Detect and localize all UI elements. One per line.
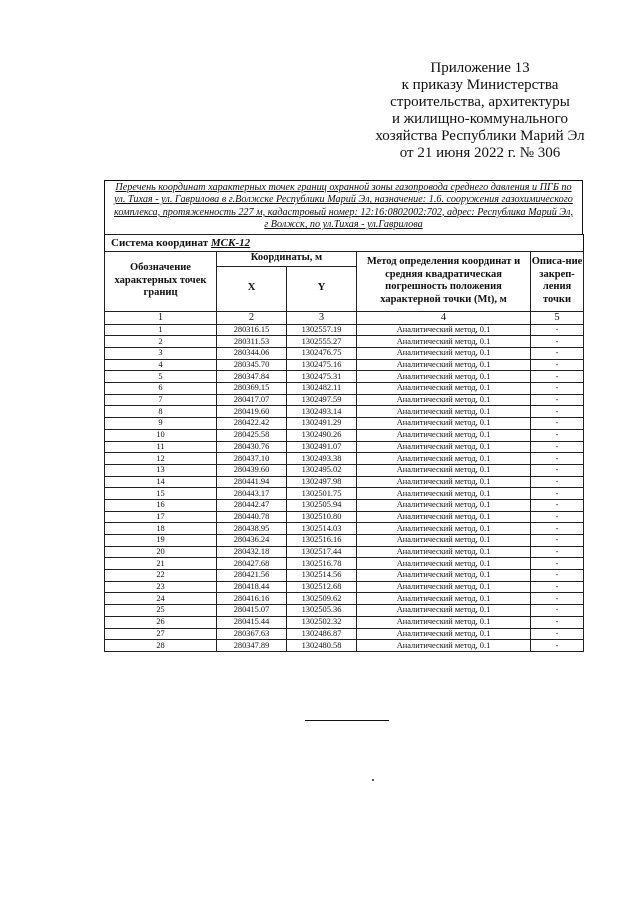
description-cell: - — [531, 476, 584, 488]
y-coordinate: 1302491.29 — [287, 418, 357, 430]
x-coordinate: 280436.24 — [217, 535, 287, 547]
y-coordinate: 1302505.36 — [287, 605, 357, 617]
description-cell: - — [531, 570, 584, 582]
method-cell: Аналитический метод, 0.1 — [357, 640, 531, 652]
x-coordinate: 280442.47 — [217, 499, 287, 511]
y-coordinate: 1302514.56 — [287, 570, 357, 582]
method-cell: Аналитический метод, 0.1 — [357, 453, 531, 465]
y-coordinate: 1302510.80 — [287, 511, 357, 523]
point-number: 17 — [105, 511, 217, 523]
closing-rule — [305, 720, 389, 721]
header-description: Описа-ние закреп-ления точки — [531, 251, 584, 311]
x-coordinate: 280417.07 — [217, 394, 287, 406]
description-cell: - — [531, 359, 584, 371]
table-row — [105, 394, 584, 406]
point-number: 21 — [105, 558, 217, 570]
x-coordinate: 280440.78 — [217, 511, 287, 523]
y-coordinate: 1302497.59 — [287, 394, 357, 406]
description-cell: - — [531, 535, 584, 547]
appendix-line: хозяйства Республики Марий Эл — [375, 128, 585, 144]
method-cell: Аналитический метод, 0.1 — [357, 570, 531, 582]
column-number: 4 — [357, 311, 531, 324]
table-row — [105, 418, 584, 430]
y-coordinate: 1302501.75 — [287, 488, 357, 500]
header-x: X — [217, 266, 287, 311]
table-row — [105, 640, 584, 652]
method-cell: Аналитический метод, 0.1 — [357, 383, 531, 395]
y-coordinate: 1302495.02 — [287, 464, 357, 476]
x-coordinate: 280437.10 — [217, 453, 287, 465]
method-cell: Аналитический метод, 0.1 — [357, 523, 531, 535]
description-cell: - — [531, 441, 584, 453]
method-cell: Аналитический метод, 0.1 — [357, 593, 531, 605]
table-row — [105, 406, 584, 418]
method-cell: Аналитический метод, 0.1 — [357, 616, 531, 628]
y-coordinate: 1302512.68 — [287, 581, 357, 593]
point-number: 10 — [105, 429, 217, 441]
x-coordinate: 280311.53 — [217, 336, 287, 348]
point-number: 20 — [105, 546, 217, 558]
description-cell: - — [531, 453, 584, 465]
document-title: Перечень координат характерных точек границ охранной зоны газопровода среднего давления и ПГБ по ул. Тихая - ул. Гаврилова в г.Волжске Республики Марий Эл, назначение: 1.6. сооружения газохимического комплекса, протяженность 227 м, кадастровый номер: 12:16:0802002:702, адрес: Республика Марий Эл, г Волжск, по ул.Тихая - ул.Гаврилова — [104, 180, 583, 234]
method-cell: Аналитический метод, 0.1 — [357, 359, 531, 371]
y-coordinate: 1302482.11 — [287, 383, 357, 395]
appendix-line: от 21 июня 2022 г. № 306 — [399, 145, 561, 161]
header-coords: Координаты, м — [217, 251, 357, 266]
description-cell: - — [531, 348, 584, 360]
description-cell: - — [531, 640, 584, 652]
x-coordinate: 280419.60 — [217, 406, 287, 418]
y-coordinate: 1302516.78 — [287, 558, 357, 570]
column-number-row — [105, 311, 584, 324]
y-coordinate: 1302502.32 — [287, 616, 357, 628]
method-cell: Аналитический метод, 0.1 — [357, 429, 531, 441]
coord-system-name: МСК-12 — [210, 236, 251, 249]
x-coordinate: 280347.84 — [217, 371, 287, 383]
table-row — [105, 441, 584, 453]
y-coordinate: 1302509.62 — [287, 593, 357, 605]
description-cell: - — [531, 394, 584, 406]
table-row — [105, 429, 584, 441]
description-cell: - — [531, 324, 584, 336]
point-number: 1 — [105, 324, 217, 336]
table-row — [105, 359, 584, 371]
column-number: 5 — [531, 311, 584, 324]
y-coordinate: 1302486.87 — [287, 628, 357, 640]
y-coordinate: 1302476.75 — [287, 348, 357, 360]
method-cell: Аналитический метод, 0.1 — [357, 371, 531, 383]
point-number: 11 — [105, 441, 217, 453]
table-row — [105, 593, 584, 605]
method-cell: Аналитический метод, 0.1 — [357, 581, 531, 593]
x-coordinate: 280425.58 — [217, 429, 287, 441]
method-cell: Аналитический метод, 0.1 — [357, 476, 531, 488]
description-cell: - — [531, 593, 584, 605]
scan-speck — [372, 779, 374, 781]
table-row — [105, 570, 584, 582]
header-point: Обозначение характерных точек границ — [105, 251, 217, 311]
y-coordinate: 1302517.44 — [287, 546, 357, 558]
y-coordinate: 1302480.58 — [287, 640, 357, 652]
method-cell: Аналитический метод, 0.1 — [357, 535, 531, 547]
x-coordinate: 280432.18 — [217, 546, 287, 558]
table-row — [105, 558, 584, 570]
method-cell: Аналитический метод, 0.1 — [357, 324, 531, 336]
description-cell: - — [531, 499, 584, 511]
y-coordinate: 1302490.26 — [287, 429, 357, 441]
y-coordinate: 1302505.94 — [287, 499, 357, 511]
method-cell: Аналитический метод, 0.1 — [357, 546, 531, 558]
description-cell: - — [531, 616, 584, 628]
method-cell: Аналитический метод, 0.1 — [357, 464, 531, 476]
x-coordinate: 280422.42 — [217, 418, 287, 430]
x-coordinate: 280415.07 — [217, 605, 287, 617]
point-number: 19 — [105, 535, 217, 547]
table-row — [105, 628, 584, 640]
x-coordinate: 280347.89 — [217, 640, 287, 652]
y-coordinate: 1302557.19 — [287, 324, 357, 336]
method-cell: Аналитический метод, 0.1 — [357, 558, 531, 570]
method-cell: Аналитический метод, 0.1 — [357, 499, 531, 511]
x-coordinate: 280427.68 — [217, 558, 287, 570]
y-coordinate: 1302493.38 — [287, 453, 357, 465]
x-coordinate: 280438.95 — [217, 523, 287, 535]
appendix-line: строительства, архитектуры — [390, 94, 570, 110]
coord-system-row — [105, 234, 584, 251]
y-coordinate: 1302516.16 — [287, 535, 357, 547]
x-coordinate: 280316.15 — [217, 324, 287, 336]
appendix-header — [330, 60, 630, 162]
description-cell: - — [531, 605, 584, 617]
point-number: 15 — [105, 488, 217, 500]
column-number: 1 — [105, 311, 217, 324]
table-row — [105, 616, 584, 628]
table-row — [105, 371, 584, 383]
table-row — [105, 605, 584, 617]
y-coordinate: 1302491.07 — [287, 441, 357, 453]
appendix-line: Приложение 13 — [430, 60, 530, 76]
description-cell: - — [531, 581, 584, 593]
description-cell: - — [531, 336, 584, 348]
point-number: 12 — [105, 453, 217, 465]
y-coordinate: 1302475.16 — [287, 359, 357, 371]
description-cell: - — [531, 418, 584, 430]
coord-system-label: Система координат — [111, 236, 209, 249]
point-number: 24 — [105, 593, 217, 605]
y-coordinate: 1302555.27 — [287, 336, 357, 348]
point-number: 22 — [105, 570, 217, 582]
description-cell: - — [531, 371, 584, 383]
point-number: 27 — [105, 628, 217, 640]
description-cell: - — [531, 628, 584, 640]
point-number: 14 — [105, 476, 217, 488]
method-cell: Аналитический метод, 0.1 — [357, 488, 531, 500]
coordinates-document — [104, 180, 583, 652]
point-number: 25 — [105, 605, 217, 617]
y-coordinate: 1302497.98 — [287, 476, 357, 488]
point-number: 13 — [105, 464, 217, 476]
table-row — [105, 511, 584, 523]
x-coordinate: 280418.44 — [217, 581, 287, 593]
method-cell: Аналитический метод, 0.1 — [357, 605, 531, 617]
description-cell: - — [531, 406, 584, 418]
method-cell: Аналитический метод, 0.1 — [357, 628, 531, 640]
column-number: 3 — [287, 311, 357, 324]
column-number: 2 — [217, 311, 287, 324]
table-row — [105, 488, 584, 500]
y-coordinate: 1302475.31 — [287, 371, 357, 383]
method-cell: Аналитический метод, 0.1 — [357, 418, 531, 430]
table-row — [105, 383, 584, 395]
method-cell: Аналитический метод, 0.1 — [357, 348, 531, 360]
x-coordinate: 280367.63 — [217, 628, 287, 640]
point-number: 16 — [105, 499, 217, 511]
point-number: 23 — [105, 581, 217, 593]
table-row — [105, 348, 584, 360]
table-row — [105, 464, 584, 476]
x-coordinate: 280441.94 — [217, 476, 287, 488]
coordinates-table — [104, 234, 584, 652]
method-cell: Аналитический метод, 0.1 — [357, 336, 531, 348]
y-coordinate: 1302514.03 — [287, 523, 357, 535]
appendix-line: и жилищно-коммунального — [392, 111, 568, 127]
description-cell: - — [531, 488, 584, 500]
x-coordinate: 280439.60 — [217, 464, 287, 476]
point-number: 26 — [105, 616, 217, 628]
table-row — [105, 581, 584, 593]
point-number: 8 — [105, 406, 217, 418]
point-number: 2 — [105, 336, 217, 348]
point-number: 28 — [105, 640, 217, 652]
appendix-line: к приказу Министерства — [401, 77, 559, 93]
table-row — [105, 546, 584, 558]
table-row — [105, 453, 584, 465]
x-coordinate: 280345.70 — [217, 359, 287, 371]
description-cell: - — [531, 383, 584, 395]
x-coordinate: 280421.56 — [217, 570, 287, 582]
table-row — [105, 476, 584, 488]
table-row — [105, 535, 584, 547]
point-number: 4 — [105, 359, 217, 371]
point-number: 5 — [105, 371, 217, 383]
point-number: 3 — [105, 348, 217, 360]
method-cell: Аналитический метод, 0.1 — [357, 394, 531, 406]
table-row — [105, 336, 584, 348]
description-cell: - — [531, 546, 584, 558]
x-coordinate: 280443.17 — [217, 488, 287, 500]
description-cell: - — [531, 558, 584, 570]
header-method: Метод определения координат и средняя квадратическая погрешность положения характерной точки (Mt), м — [357, 251, 531, 311]
point-number: 7 — [105, 394, 217, 406]
header-y: Y — [287, 266, 357, 311]
table-body — [105, 324, 584, 651]
x-coordinate: 280430.76 — [217, 441, 287, 453]
header-row — [105, 251, 584, 266]
method-cell: Аналитический метод, 0.1 — [357, 511, 531, 523]
table-row — [105, 523, 584, 535]
description-cell: - — [531, 429, 584, 441]
point-number: 6 — [105, 383, 217, 395]
x-coordinate: 280415.44 — [217, 616, 287, 628]
table-row — [105, 499, 584, 511]
method-cell: Аналитический метод, 0.1 — [357, 441, 531, 453]
point-number: 18 — [105, 523, 217, 535]
x-coordinate: 280344.06 — [217, 348, 287, 360]
description-cell: - — [531, 523, 584, 535]
point-number: 9 — [105, 418, 217, 430]
description-cell: - — [531, 511, 584, 523]
x-coordinate: 280369.15 — [217, 383, 287, 395]
method-cell: Аналитический метод, 0.1 — [357, 406, 531, 418]
description-cell: - — [531, 464, 584, 476]
table-row — [105, 324, 584, 336]
y-coordinate: 1302493.14 — [287, 406, 357, 418]
x-coordinate: 280416.16 — [217, 593, 287, 605]
